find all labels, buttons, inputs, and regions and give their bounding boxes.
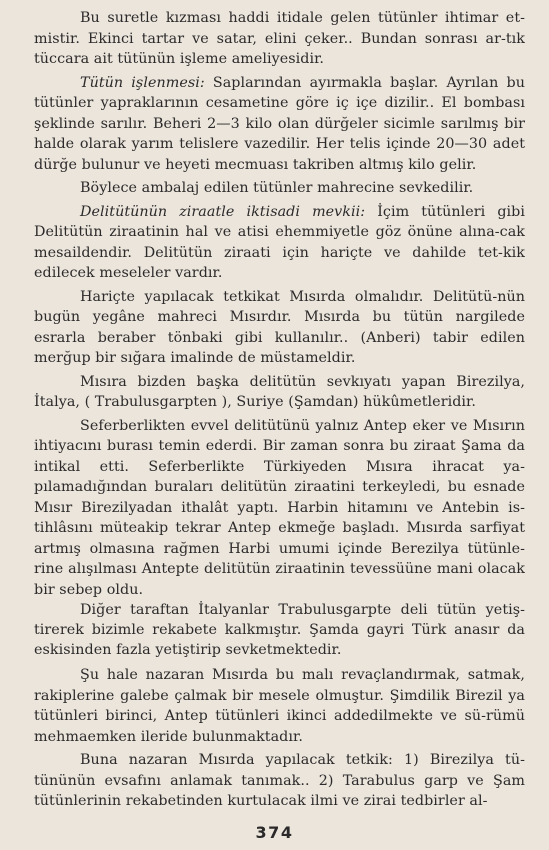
- italic-heading: Tütün işlenmesi:: [80, 74, 205, 91]
- paragraph-haricte-tetkikat: [34, 287, 525, 369]
- paragraph-text: Buna nazaran Mısırda yapılacak tetkik: 1) Birezilya tü-tününün evsafını anlamak tanımak.. 2) Tarabulus garp ve Şam tütünlerinin rekabetinden kurtulacak ilmi ve zirai tedbirler al-: [34, 752, 525, 809]
- paragraph-text: İçim tütünleri gibi Delitütün ziraatinin hal ve atisi ehemmiyetle göz önüne alına-cak mesaildendir. Delitütün ziraati için hariçte ve dahilde tet-kik edilecek meseleler vardır.: [34, 203, 525, 281]
- italic-heading: Delitütünün ziraatle iktisadi mevkii:: [80, 203, 366, 220]
- paragraph-text: Diğer taraftan İtalyanlar Trabulusgarpte deli tütün yetiş-tirerek bizimle rekabete kalkmıştır. Şamda gayri Türk anasır da eskisinden fazla yetiştirip sevketmektedir.: [34, 602, 525, 658]
- paragraph-text: Bu suretle kızması haddi itidale gelen tütünler ihtimar et-mistir. Ekinci tartar ve satar, elini çeker.. Bundan sonrası ar-tık tüccara ait tütünün işleme ameliyesidir.: [34, 10, 525, 67]
- paragraph-text: Hariçte yapılacak tetkikat Mısırda olmalıdır. Delitütü-nün bugün yegâne mahreci Mısırdır. Mısırda bu tütün nargilede esrarla beraber tönbaki gibi kullanılır.. (Anberi) tabir edilen merğup bir sığara imalinde de müstameldir.: [34, 288, 525, 366]
- paragraph-seferberlik: [34, 416, 525, 601]
- paragraph-tutun-islenmesi: [34, 73, 525, 176]
- paragraph-su-hale-nazaran: [34, 665, 525, 747]
- paragraph-buna-nazaran: [34, 750, 525, 812]
- paragraph-text: Saplarından ayırmakla başlar. Ayrılan bu tütünler yapraklarının cesametine göre iç içe dizilir.. El bombası şeklinde sarılır. Beheri 2—3 kilo olan dürğeler sicimle sarılmış bir halde olarak yarım telislere vazedilir. Her telis içinde 20—30 adet dürğe bulunur ve heyeti mecmuası takriben altmış kilo gelir.: [34, 74, 525, 173]
- paragraph-text: Şu hale nazaran Mısırda bu malı revaçlandırmak, satmak, rakiplerine galebe çalmak bir mesele olmuştur. Şimdilik Birezil ya tütünleri birinci, Antep tütünleri ikinci addedilmekte ve sü-rümü mehmaemken ileride bulunmaktadır.: [34, 667, 525, 745]
- paragraph-text: Böylece ambalaj edilen tütünler mahrecine sevkedilir.: [80, 180, 474, 196]
- paragraph-misira-sevkiyat: [34, 372, 525, 413]
- paragraph-ziraat-iktisadi-mevki: [34, 202, 525, 284]
- paragraph-text: Mısıra bizden başka delitütün sevkıyatı yapan Birezilya, İtalya, ( Trabulusgarpten ), Suriye (Şamdan) hükûmetleridir.: [34, 373, 525, 410]
- paragraph-ambalaj: [34, 178, 525, 199]
- paragraph-text: Seferberlikten evvel delitütünü yalnız Antep eker ve Mısırın ihtiyacını burası temin ederdi. Bir zaman sonra bu ziraat Şama da intikal etti. Seferberlikte Türkiyeden Mısıra ihracat ya-pılamadığından buraları delitütün ziraatini terkeyledi, bu esnade Mısır Birezilyadan ithalât yaptı. Harbin hitamını ve Antebin is-tihlâsını müteakip tekrar Antep ekmeğe başladı. Mısırda sarfiyat artmış olmasına rağmen Harbi umumi içinde Berezilya tütünle-rine alışılması Antepte delitütün ziraatinin tevessüüne mani olacak bir sebep oldu.: [34, 417, 525, 598]
- paragraph-italyanlar: [34, 600, 525, 660]
- paragraph-1: [34, 8, 525, 70]
- page-number: 374: [255, 823, 294, 842]
